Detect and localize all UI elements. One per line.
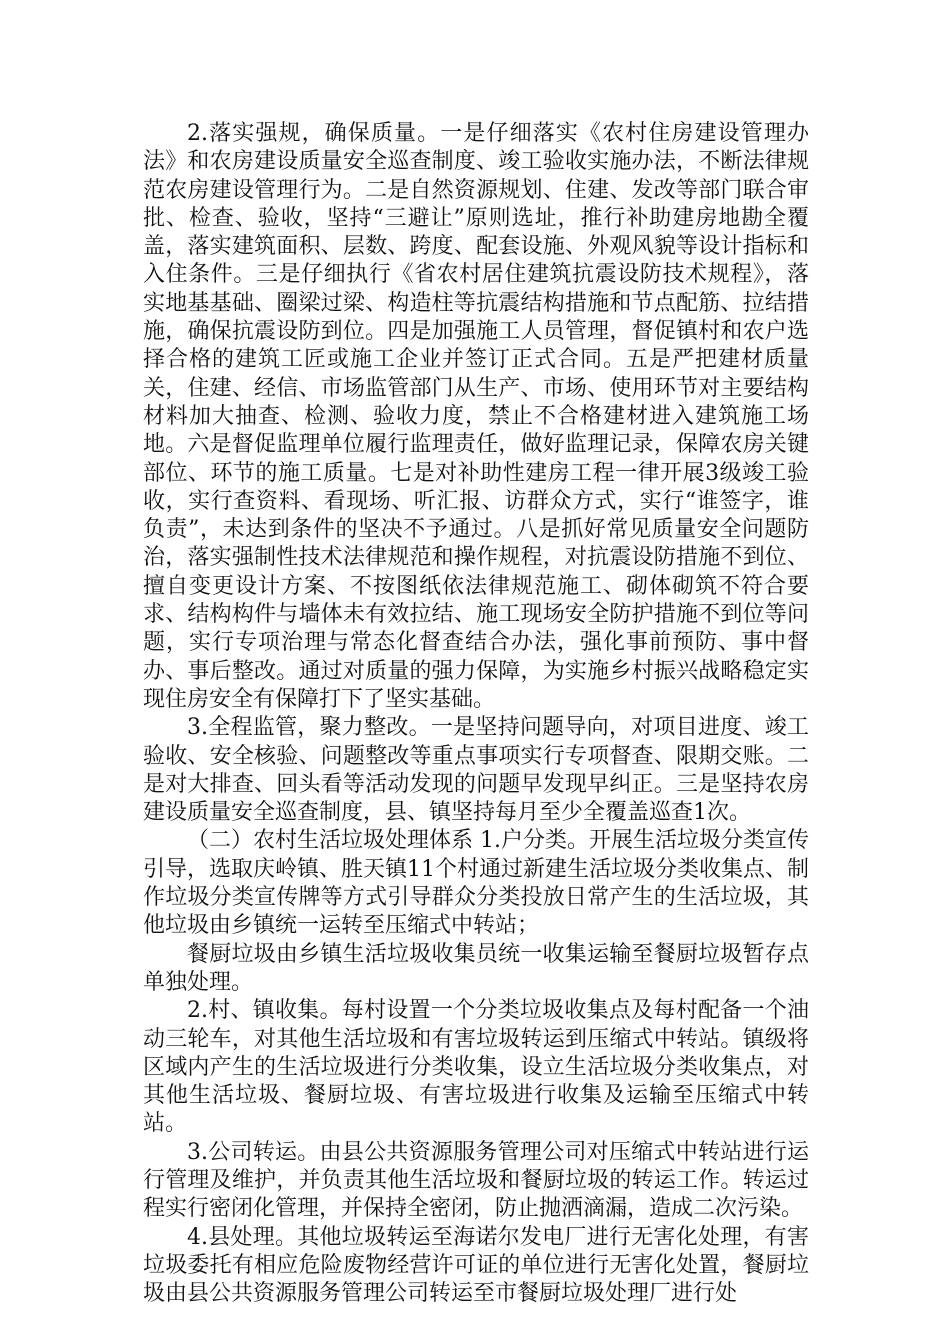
paragraph-village-town-collection: 2.村、镇收集。每村设置一个分类垃圾收集点及每村配备一个油动三轮车，对其他生活垃圾和有害垃圾转运到压缩式中转站。镇级将区域内产生的生活垃圾进行分类收集，设立生活垃圾分类收集点，对其他生活垃圾、餐厨垃圾、有害垃圾进行收集及运输至压缩式中转站。: [143, 998, 809, 1137]
paragraph-kitchen-waste: 餐厨垃圾由乡镇生活垃圾收集员统一收集运输至餐厨垃圾暂存点单独处理。: [143, 941, 809, 995]
document-page: [143, 120, 809, 1308]
paragraph-full-supervision: 3.全程监管，聚力整改。一是坚持问题导向，对项目进度、竣工验收、安全核验、问题整改等重点事项实行专项督查、限期交账。二是对大排查、回头看等活动发现的问题早发现早纠正。三是坚持农房建设质量安全巡查制度，县、镇坚持每月至少全覆盖巡查1次。: [143, 715, 809, 826]
paragraph-household-sorting: （二）农村生活垃圾处理体系 1.户分类。开展生活垃圾分类宣传引导，选取庆岭镇、胜天镇11个村通过新建生活垃圾分类收集点、制作垃圾分类宣传牌等方式引导群众分类投放日常产生的生活垃圾，其他垃圾由乡镇统一运转至压缩式中转站；: [143, 828, 809, 939]
paragraph-quality-assurance: 2.落实强规，确保质量。一是仔细落实《农村住房建设管理办法》和农房建设质量安全巡查制度、竣工验收实施办法，不断法律规范农房建设管理行为。二是自然资源规划、住建、发改等部门联合审批、检查、验收，坚持“三避让”原则选址，推行补助建房地勘全覆盖，落实建筑面积、层数、跨度、配套设施、外观风貌等设计指标和入住条件。三是仔细执行《省农村居住建筑抗震设防技术规程》，落实地基基础、圈梁过梁、构造柱等抗震结构措施和节点配筋、拉结措施，确保抗震设防到位。四是加强施工人员管理，督促镇村和农户选择合格的建筑工匠或施工企业并签订正式合同。五是严把建材质量关，住建、经信、市场监管部门从生产、市场、使用环节对主要结构材料加大抽查、检测、验收力度，禁止不合格建材进入建筑施工场地。六是督促监理单位履行监理责任，做好监理记录，保障农房关键部位、环节的施工质量。七是对补助性建房工程一律开展3级竣工验收，实行查资料、看现场、听汇报、访群众方式，实行“谁签字，谁负责”，未达到条件的坚决不予通过。八是抓好常见质量安全问题防治，落实强制性技术法律规范和操作规程，对抗震设防措施不到位、擅自变更设计方案、不按图纸依法律规范施工、砌体砌筑不符合要求、结构构件与墙体未有效拉结、施工现场安全防护措施不到位等问题，实行专项治理与常态化督查结合办法，强化事前预防、事中督办、事后整改。通过对质量的强力保障，为实施乡村振兴战略稳定实现住房安全有保障打下了坚实基础。: [143, 121, 809, 712]
paragraph-county-treatment: 4.县处理。其他垃圾转运至海诺尔发电厂进行无害化处理，有害垃圾委托有相应危险废物经营许可证的单位进行无害化处置，餐厨垃圾由县公共资源服务管理公司转运至市餐厨垃圾处理厂进行处: [143, 1224, 809, 1307]
paragraph-company-transfer: 3.公司转运。由县公共资源服务管理公司对压缩式中转站进行运行管理及维护，并负责其他生活垃圾和餐厨垃圾的转运工作。转运过程实行密闭化管理，并保持全密闭，防止抛洒滴漏，造成二次污染。: [143, 1139, 809, 1222]
